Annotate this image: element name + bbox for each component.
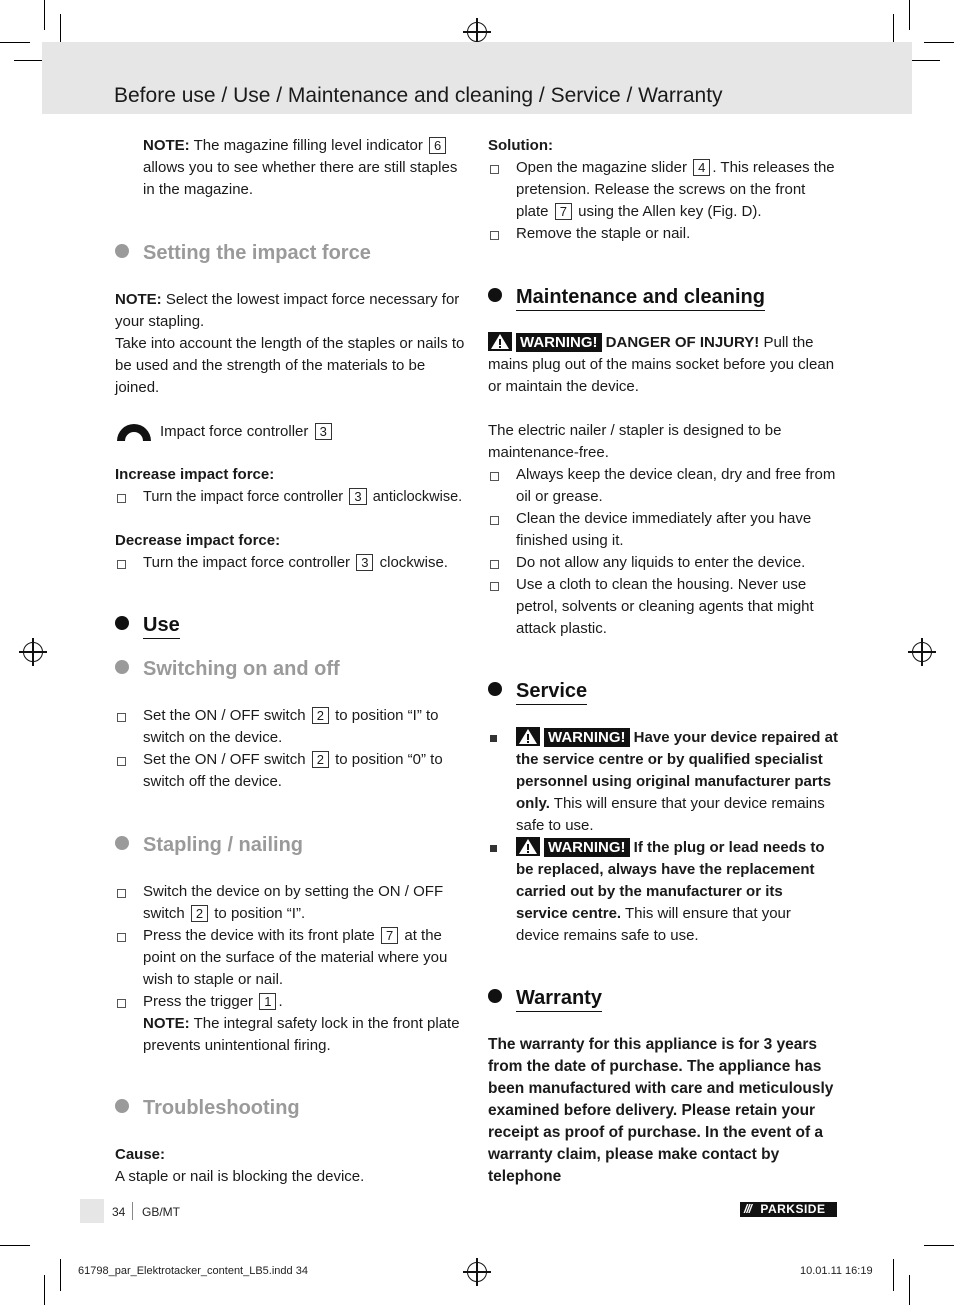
list-item: Press the device with its front plate 7 at the point on the surface of the material where you wish to staple or nail. — [115, 925, 465, 991]
registration-mark — [23, 642, 43, 662]
date-info: 10.01.11 16:19 — [800, 1265, 873, 1277]
ref-number: 3 — [315, 423, 332, 440]
checkbox-bullet — [117, 560, 126, 569]
list-item: Turn the impact force controller 3 clockwise. — [115, 552, 465, 574]
list-item: WARNING! Have your device repaired at the service centre or by qualified specialist personnel using original manufacturer parts only. This will ensure that your device remains safe to use. — [488, 727, 838, 837]
brand-logo: /// PARKSIDE — [740, 1202, 837, 1217]
square-bullet — [490, 845, 497, 852]
checkbox-bullet — [117, 494, 126, 503]
crop-mark — [44, 0, 45, 30]
crop-mark — [924, 1245, 954, 1246]
bullet-dot — [488, 989, 502, 1003]
crop-mark — [909, 0, 910, 30]
ref-number: 6 — [429, 137, 446, 154]
crop-mark — [893, 1259, 894, 1291]
crop-mark — [924, 42, 954, 43]
impact-note: NOTE: Select the lowest impact force necessary for your stapling. Take into account the length of the staples or nails to be used and the strength of the materials to be joined. — [115, 291, 465, 396]
maintenance-body: The electric nailer / stapler is designed to be maintenance-free. Always keep the device clean, dry and free from oil or grease. Clean the device immediately after you have finished using it. Do not allow any liquids to enter the device. Use a cloth to clean the housing. Never use petrol, solvents or cleaning agents that might attack plastic. — [488, 420, 838, 640]
warning-badge: WARNING! — [516, 333, 602, 352]
heading-service: Service — [488, 680, 587, 703]
cause: Cause: A staple or nail is blocking the device. — [115, 1146, 365, 1185]
warranty-text: The warranty for this appliance is for 3 years from the date of purchase. The appliance has been manufactured with care and meticulously examined before delivery. Please retain your receipt as proof of purchase. In the event of a warranty claim, please make contact by telephone — [488, 1036, 834, 1185]
increase-impact: Increase impact force: Turn the impact force controller 3 anticlockwise. — [115, 464, 465, 508]
list-item: Switch the device on by setting the ON / OFF switch 2 to position “I”. — [115, 881, 465, 925]
crop-mark — [44, 1275, 45, 1305]
bullet-dot — [115, 836, 129, 850]
warning-badge: WARNING! — [544, 728, 630, 747]
square-bullet — [490, 735, 497, 742]
list-item: Set the ON / OFF switch 2 to position “I” to switch on the device. — [115, 705, 465, 749]
warning-triangle-icon — [516, 727, 540, 746]
stapling-list — [115, 881, 465, 1057]
registration-mark — [912, 642, 932, 662]
heading-stapling: Stapling / nailing — [115, 834, 303, 857]
solution: Solution: Open the magazine slider 4 . This releases the pretension. Release the screws on the front plate 7 using the Allen key (Fig. D). Remove the staple or nail. — [488, 135, 838, 245]
heading-troubleshooting: Troubleshooting — [115, 1097, 300, 1120]
bullet-dot — [115, 244, 129, 258]
heading-maintenance: Maintenance and cleaning — [488, 286, 765, 309]
registration-mark — [467, 22, 487, 42]
note-magazine: NOTE: The magazine filling level indicator 6 allows you to see whether there are still staples in the magazine. — [143, 137, 458, 198]
list-item: Press the trigger 1 . NOTE: The integral safety lock in the front plate prevents unintentional firing. — [115, 991, 465, 1057]
registration-mark — [467, 1262, 487, 1282]
decrease-impact: Decrease impact force: Turn the impact force controller 3 clockwise. — [115, 530, 465, 574]
divider — [132, 1202, 133, 1220]
heading-switching: Switching on and off — [115, 658, 340, 681]
heading-use: Use — [115, 614, 180, 637]
bullet-dot — [115, 1099, 129, 1113]
list-item: Always keep the device clean, dry and free from oil or grease. — [488, 464, 838, 508]
warning-triangle-icon — [516, 837, 540, 856]
bullet-dot — [115, 616, 129, 630]
heading-warranty: Warranty — [488, 987, 602, 1010]
crop-mark — [0, 1245, 30, 1246]
list-item: WARNING! If the plug or lead needs to be replaced, always have the replacement carried out by the manufacturer or its service centre. This will ensure that your device remains safe to use. — [488, 837, 838, 947]
crop-mark — [0, 42, 30, 43]
warning-badge: WARNING! — [544, 838, 630, 857]
list-item: Clean the device immediately after you have finished using it. — [488, 508, 838, 552]
heading-setting-impact-force: Setting the impact force — [115, 242, 371, 265]
warning-triangle-icon — [488, 332, 512, 351]
list-item: Do not allow any liquids to enter the device. — [488, 552, 838, 574]
footer-tab — [80, 1199, 104, 1223]
list-item: Turn the impact force controller 3 anticlockwise. — [115, 486, 465, 508]
page-title: Before use / Use / Maintenance and cleaning / Service / Warranty — [114, 84, 723, 107]
region-label: GB/MT — [142, 1205, 180, 1219]
bullet-dot — [488, 682, 502, 696]
bullet-dot — [115, 660, 129, 674]
crop-mark — [60, 1259, 61, 1291]
list-item: Remove the staple or nail. — [488, 223, 838, 245]
maintenance-warning: WARNING! DANGER OF INJURY! Pull the mains plug out of the mains socket before you clean or maintain the device. — [488, 334, 835, 395]
bullet-dot — [488, 288, 502, 302]
crop-mark — [909, 1275, 910, 1305]
impact-controller-icon — [115, 420, 153, 442]
list-item: Use a cloth to clean the housing. Never use petrol, solvents or cleaning agents that might attack plastic. — [488, 574, 838, 640]
switch-list — [115, 705, 465, 793]
crop-mark — [908, 60, 940, 61]
service-list — [488, 727, 838, 947]
page-number: 34 — [112, 1205, 126, 1219]
file-info: 61798_par_Elektrotacker_content_LB5.indd 34 — [78, 1265, 308, 1277]
list-item: Open the magazine slider 4 . This releases the pretension. Release the screws on the front plate 7 using the Allen key (Fig. D). — [488, 157, 838, 223]
controller-label: Impact force controller 3 — [160, 421, 460, 443]
list-item: Set the ON / OFF switch 2 to position “0” to switch off the device. — [115, 749, 465, 793]
